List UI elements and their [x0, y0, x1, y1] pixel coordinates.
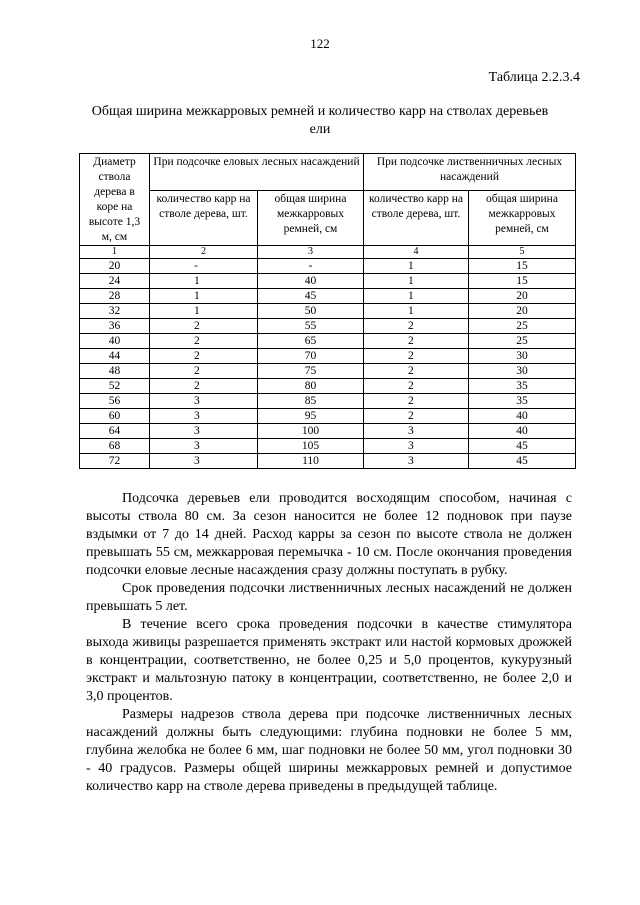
table-cell: 1: [150, 304, 258, 319]
table-cell: 45: [469, 439, 576, 454]
table-row: [80, 394, 576, 409]
column-number: 2: [150, 246, 258, 259]
body-text: [86, 490, 572, 796]
table-cell: 2: [150, 334, 258, 349]
table-row: [80, 259, 576, 274]
table-cell: 50: [258, 304, 364, 319]
column-number: 5: [469, 246, 576, 259]
table-cell: 1: [364, 304, 469, 319]
table-cell: 3: [150, 439, 258, 454]
table-cell: 1: [150, 289, 258, 304]
table-cell: 75: [258, 364, 364, 379]
table-row: [80, 379, 576, 394]
table-cell: 2: [364, 394, 469, 409]
header-spruce-width: общая ширина межкарровых ремней, см: [258, 191, 364, 246]
table-cell: 95: [258, 409, 364, 424]
table-row: [80, 409, 576, 424]
table-cell: 1: [364, 289, 469, 304]
table-cell: 40: [80, 334, 150, 349]
table-cell: 52: [80, 379, 150, 394]
table-cell: 2: [150, 319, 258, 334]
table-cell: 100: [258, 424, 364, 439]
table-row: [80, 439, 576, 454]
table-cell: 80: [258, 379, 364, 394]
table-row: [80, 274, 576, 289]
table-cell: 32: [80, 304, 150, 319]
column-number-row: [80, 246, 576, 259]
table-cell: 3: [364, 454, 469, 469]
table-cell: 1: [150, 274, 258, 289]
table-cell: 3: [150, 409, 258, 424]
table-caption: Общая ширина межкарровых ремней и количество карр на стволах деревьев ели: [91, 104, 549, 137]
table-cell: 72: [80, 454, 150, 469]
table-cell: 15: [469, 274, 576, 289]
paragraph-spruce-tapping: Подсочка деревьев ели проводится восходящим способом, начиная с высоты ствола 80 см. За сезон наносится не более 12 подновок при паузе вздымки от 7 до 14 дней. Расход карры за сезон по высоте ствола не должен превышать 55 см, межкарровая перемычка - 10 см. После окончания проведения подсочки еловые лесные насаждения сразу должны поступать в рубку.: [86, 491, 572, 578]
table-cell: 2: [364, 364, 469, 379]
table-cell: 35: [469, 394, 576, 409]
table-row: [80, 319, 576, 334]
table-row: [80, 454, 576, 469]
table-cell: 30: [469, 364, 576, 379]
table-cell: 2: [150, 379, 258, 394]
header-group-spruce: При подсочке еловых лесных насаждений: [150, 154, 364, 191]
table-row: [80, 349, 576, 364]
table-cell: 110: [258, 454, 364, 469]
table-row: [80, 289, 576, 304]
table-cell: 3: [150, 394, 258, 409]
table-cell: 44: [80, 349, 150, 364]
table-cell: 1: [364, 259, 469, 274]
table-cell: 60: [80, 409, 150, 424]
table-body: [80, 259, 576, 469]
table-row: [80, 334, 576, 349]
table-cell: 20: [80, 259, 150, 274]
table-cell: 2: [364, 319, 469, 334]
table-label: Таблица 2.2.3.4: [488, 70, 580, 85]
table-cell: 30: [469, 349, 576, 364]
column-number: 3: [258, 246, 364, 259]
table-cell: 1: [364, 274, 469, 289]
page-number: 122: [310, 36, 330, 51]
table-cell: 3: [364, 439, 469, 454]
table-cell: 15: [469, 259, 576, 274]
table-cell: 68: [80, 439, 150, 454]
table-row: [80, 424, 576, 439]
table-cell: 3: [150, 424, 258, 439]
header-larch-count: количество карр на стволе дерева, шт.: [364, 191, 469, 246]
table-row: [80, 304, 576, 319]
table-cell: 40: [469, 424, 576, 439]
header-larch-width: общая ширина межкарровых ремней, см: [469, 191, 576, 246]
table-cell: 45: [469, 454, 576, 469]
column-number: 1: [80, 246, 150, 259]
table-cell: 35: [469, 379, 576, 394]
table-cell: 40: [258, 274, 364, 289]
table-cell: 24: [80, 274, 150, 289]
table-cell: 2: [150, 349, 258, 364]
table-cell: 2: [364, 349, 469, 364]
header-diameter: Диаметр ствола дерева в коре на высоте 1,3 м, см: [80, 154, 150, 246]
table-cell: 25: [469, 334, 576, 349]
table-cell: 25: [469, 319, 576, 334]
table-cell: 55: [258, 319, 364, 334]
header-spruce-count: количество карр на стволе дерева, шт.: [150, 191, 258, 246]
table-cell: 2: [364, 379, 469, 394]
table-cell: 65: [258, 334, 364, 349]
table-cell: 70: [258, 349, 364, 364]
table-cell: 105: [258, 439, 364, 454]
table-cell: 45: [258, 289, 364, 304]
column-number: 4: [364, 246, 469, 259]
table-cell: 48: [80, 364, 150, 379]
table-cell: 36: [80, 319, 150, 334]
paragraph-stimulants: В течение всего срока проведения подсочки в качестве стимулятора выхода живицы разрешается применять экстракт или настой кормовых дрожжей в концентрации, соответственно, не более 0,25 и 5,0 процентов, кукурузный экстракт и мальтозную патоку в концентрации, соответственно, не более 2,0 и 3,0 процентов.: [86, 617, 572, 704]
table-cell: 2: [364, 409, 469, 424]
table-cell: 56: [80, 394, 150, 409]
table-cell: 64: [80, 424, 150, 439]
table-cell: 28: [80, 289, 150, 304]
table-cell: 20: [469, 304, 576, 319]
table-cell: 3: [150, 454, 258, 469]
paragraph-larch-term: Срок проведения подсочки лиственничных лесных насаждений не должен превышать 5 лет.: [86, 581, 572, 614]
data-table: [79, 153, 576, 469]
table-row: [80, 364, 576, 379]
table-cell: 2: [364, 334, 469, 349]
table-cell: 85: [258, 394, 364, 409]
table-cell: 20: [469, 289, 576, 304]
table-cell: 3: [364, 424, 469, 439]
table-cell: 2: [150, 364, 258, 379]
paragraph-cut-sizes: Размеры надрезов ствола дерева при подсочке лиственничных лесных насаждений должны быть следующими: глубина подновки не более 5 мм, глубина желобка не более 6 мм, шаг подновки не более 50 мм, угол подновки 30 - 40 градусов. Размеры общей ширины межкарровых ремней и допустимое количество карр на стволе дерева приведены в предыдущей таблице.: [86, 707, 572, 794]
table-cell: -: [258, 259, 364, 274]
table-cell: 40: [469, 409, 576, 424]
table-cell: -: [150, 259, 258, 274]
header-group-larch: При подсочке лиственничных лесных насаждений: [364, 154, 576, 191]
